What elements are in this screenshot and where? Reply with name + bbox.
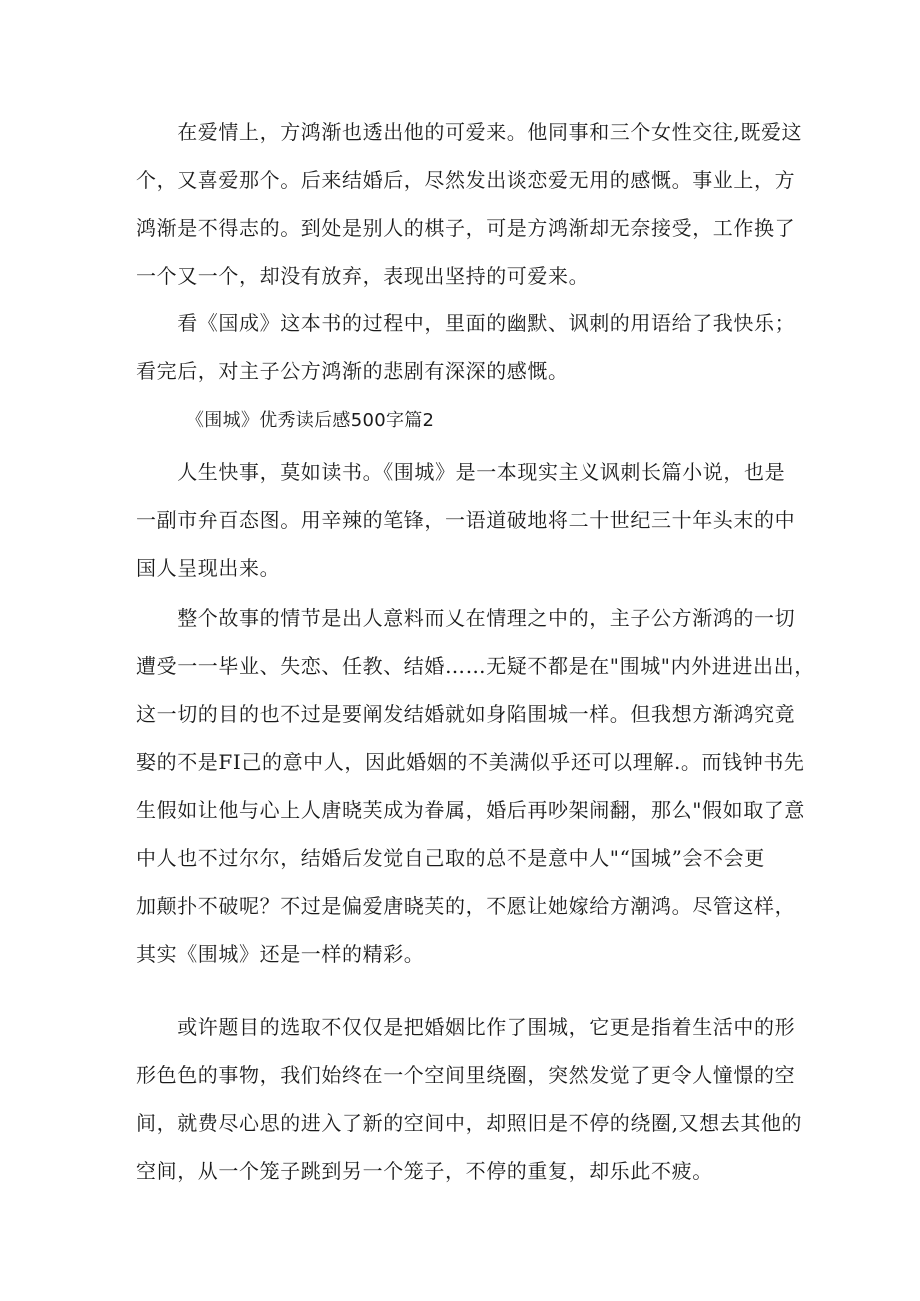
text-line: 看《国成》这本书的过程中，里面的幽默、讽刺的用语给了我快乐； xyxy=(136,311,796,335)
text-line: 整个故事的情节是出人意料而乂在情理之中的，主子公方渐鸿的一切 xyxy=(136,606,796,630)
text-line: 个，又喜爱那个。后来结婚后，尽然发出谈恋爱无用的感慨。事业上，方 xyxy=(136,168,796,192)
paragraph-love-career xyxy=(136,108,803,300)
text-line: 在爱情上，方鸿渐也透出他的可爱来。他同事和三个女性交往,既爱这 xyxy=(136,120,803,144)
paragraph-story-plot xyxy=(136,594,815,978)
text-line: 空间，从一个笼子跳到另一个笼子，不停的重复，却乐此不疲。 xyxy=(136,1159,713,1183)
text-line: 鸿渐是不得志的。到处是别人的棋子，可是方鸿渐却无奈接受，工作换了 xyxy=(136,216,796,240)
text-line: 形色色的事物，我们始终在一个空间里绕圈，突然发觉了更令人憧憬的空 xyxy=(136,1063,796,1087)
paragraph-reading-impression xyxy=(136,299,796,395)
text-line: 间，就费尽心思的进入了新的空间中，却照旧是不停的绕圈,又想去其他的 xyxy=(136,1111,803,1135)
text-line: 其实《围城》还是一样的精彩。 xyxy=(136,942,425,966)
paragraph-reading-joy xyxy=(136,448,796,592)
text-line: 这一切的目的也不过是要阐发结婚就如身陷围城一样。但我想方渐鸿究竟 xyxy=(136,702,796,726)
text-line: 生假如让他与心上人唐晓芙成为眷属，婚后再吵架闹翻，那么"假如取了意 xyxy=(136,798,805,822)
text-line: 娶的不是FI己的意中人，因此婚姻的不美满似乎还可以理解.。而钱钟书先 xyxy=(136,750,805,774)
text-line: 一副市弁百态图。用辛辣的笔锋，一语道破地将二十世纪三十年头末的中 xyxy=(136,508,796,532)
text-line: 人生快事，莫如读书。《围城》是一本现实主义讽刺长篇小说，也是 xyxy=(136,460,786,484)
text-line: 遭受一一毕业、失恋、任教、结婚……无疑不都是在"围城"内外进进出出， xyxy=(136,654,815,678)
section-heading: 《围城》优秀读后感500字篇2 xyxy=(186,410,435,431)
text-line: 中人也不过尔尔，结婚后发觉自己取的总不是意中人"“国城”会不会更 xyxy=(136,846,765,870)
text-line: 或许题目的选取不仅仅是把婚姻比作了围城，它更是指着生活中的形 xyxy=(136,1015,796,1039)
text-line: 加颠扑不破呢？不过是偏爱唐晓芙的，不愿让她嫁给方潮鸿。尽管这样， xyxy=(136,894,796,918)
text-line: 一个又一个，却没有放弃，表现出坚持的可爱来。 xyxy=(136,264,590,288)
paragraph-title-meaning xyxy=(136,1003,803,1195)
text-line: 国人呈现出来。 xyxy=(136,556,281,580)
text-line: 看完后，对主子公方鸿渐的悲剧有深深的感慨。 xyxy=(136,359,569,383)
